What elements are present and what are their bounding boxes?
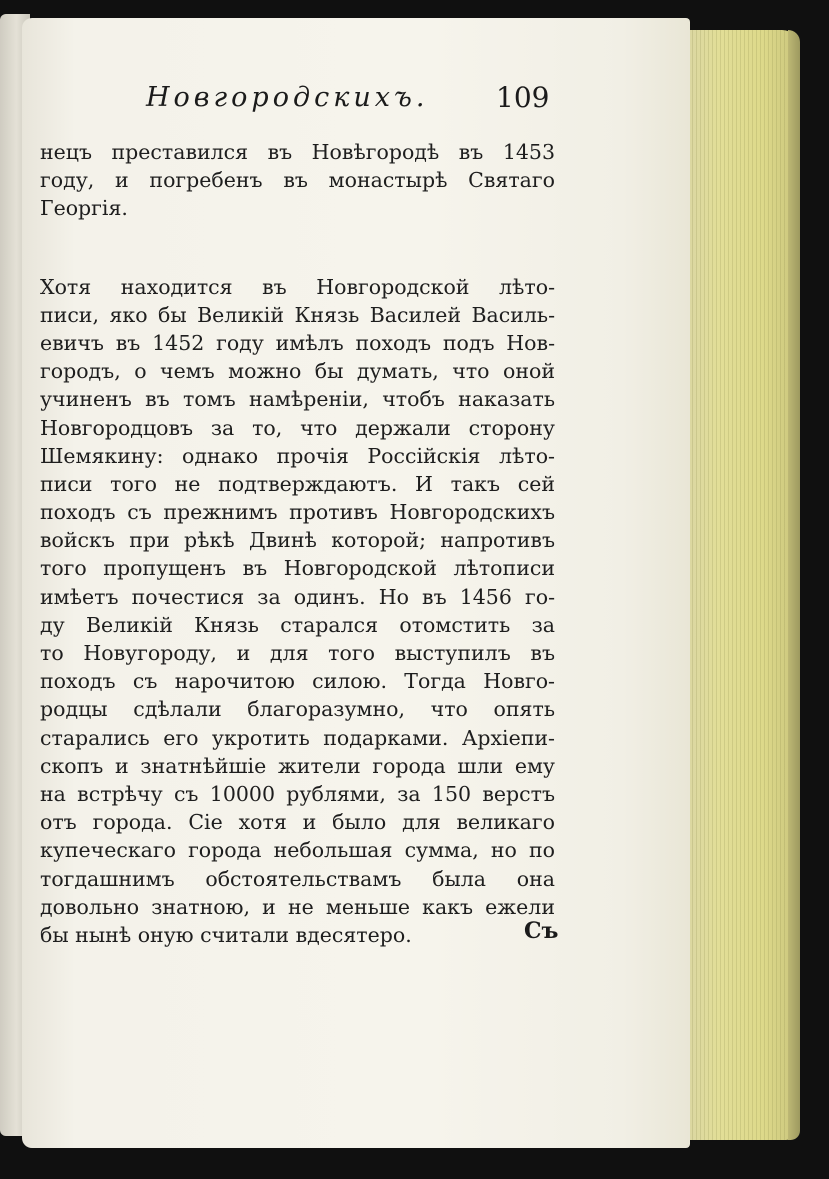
body-text xyxy=(40,138,555,949)
running-title: Новгородскихъ. xyxy=(146,82,429,113)
text-line: нецъ преставился въ Новѣгородѣ въ 1453 xyxy=(40,140,555,164)
text-line: писи того не подтверждаютъ. И такъ сей xyxy=(40,471,555,496)
text-line: старались его укротить подарками. Архіепи- xyxy=(40,725,555,750)
text-line: Георгія. xyxy=(40,196,128,221)
text-line: Шемякину: однако прочія Россійскія лѣто- xyxy=(40,443,555,468)
text-line: того пропущенъ въ Новгородской лѣтописи xyxy=(40,556,555,581)
text-line: бы нынѣ оную считали вдесятеро. xyxy=(40,922,412,947)
text-line: скопъ и знатнѣйшіе жители города шли ему xyxy=(40,753,555,778)
text-line: на встрѣчу съ 10000 рублями, за 150 верстъ xyxy=(40,781,555,806)
text-line: Новгородцовъ за то, что держали сторону xyxy=(40,415,555,440)
paragraph-1 xyxy=(40,138,555,223)
text-line: городъ, о чемъ можно бы думать, что оной xyxy=(40,359,555,384)
text-line: походъ съ нарочитою силою. Тогда Новго- xyxy=(40,669,555,694)
text-line: году, и погребенъ въ монастырѣ Святаго xyxy=(40,168,555,193)
text-line: походъ съ прежнимъ противъ Новгородскихъ xyxy=(40,500,555,525)
text-line: тогдашнимъ обстоятельствамъ была она xyxy=(40,866,555,891)
text-line: довольно знатною, и не меньше какъ ежели xyxy=(40,894,555,919)
text-line: имѣетъ почестися за одинъ. Но въ 1456 го- xyxy=(40,584,555,609)
text-line: евичъ въ 1452 году имѣлъ походъ подъ Нов- xyxy=(40,330,555,355)
text-line: войскъ при рѣкѣ Двинѣ которой; напротивъ xyxy=(40,528,555,553)
paragraph-2 xyxy=(40,273,555,950)
text-line: то Новугороду, и для того выступилъ въ xyxy=(40,641,555,665)
page-header xyxy=(0,82,829,122)
text-line: купеческаго города небольшая сумма, но по xyxy=(40,838,555,863)
text-line: учиненъ въ томъ намѣреніи, чтобъ наказать xyxy=(40,387,555,412)
page-block-edges xyxy=(676,30,800,1140)
text-line: Хотя находится въ Новгородской лѣто- xyxy=(40,274,555,299)
text-line: родцы сдѣлали благоразумно, что опять xyxy=(40,697,555,722)
text-line: отъ города. Сіе хотя и было для великаго xyxy=(40,810,555,835)
catchword: Съ xyxy=(524,918,559,944)
text-line: писи, яко бы Великій Князь Василей Василь- xyxy=(40,302,555,327)
text-line: ду Великій Князь старался отомстить за xyxy=(40,612,555,637)
page-number: 109 xyxy=(496,81,550,114)
